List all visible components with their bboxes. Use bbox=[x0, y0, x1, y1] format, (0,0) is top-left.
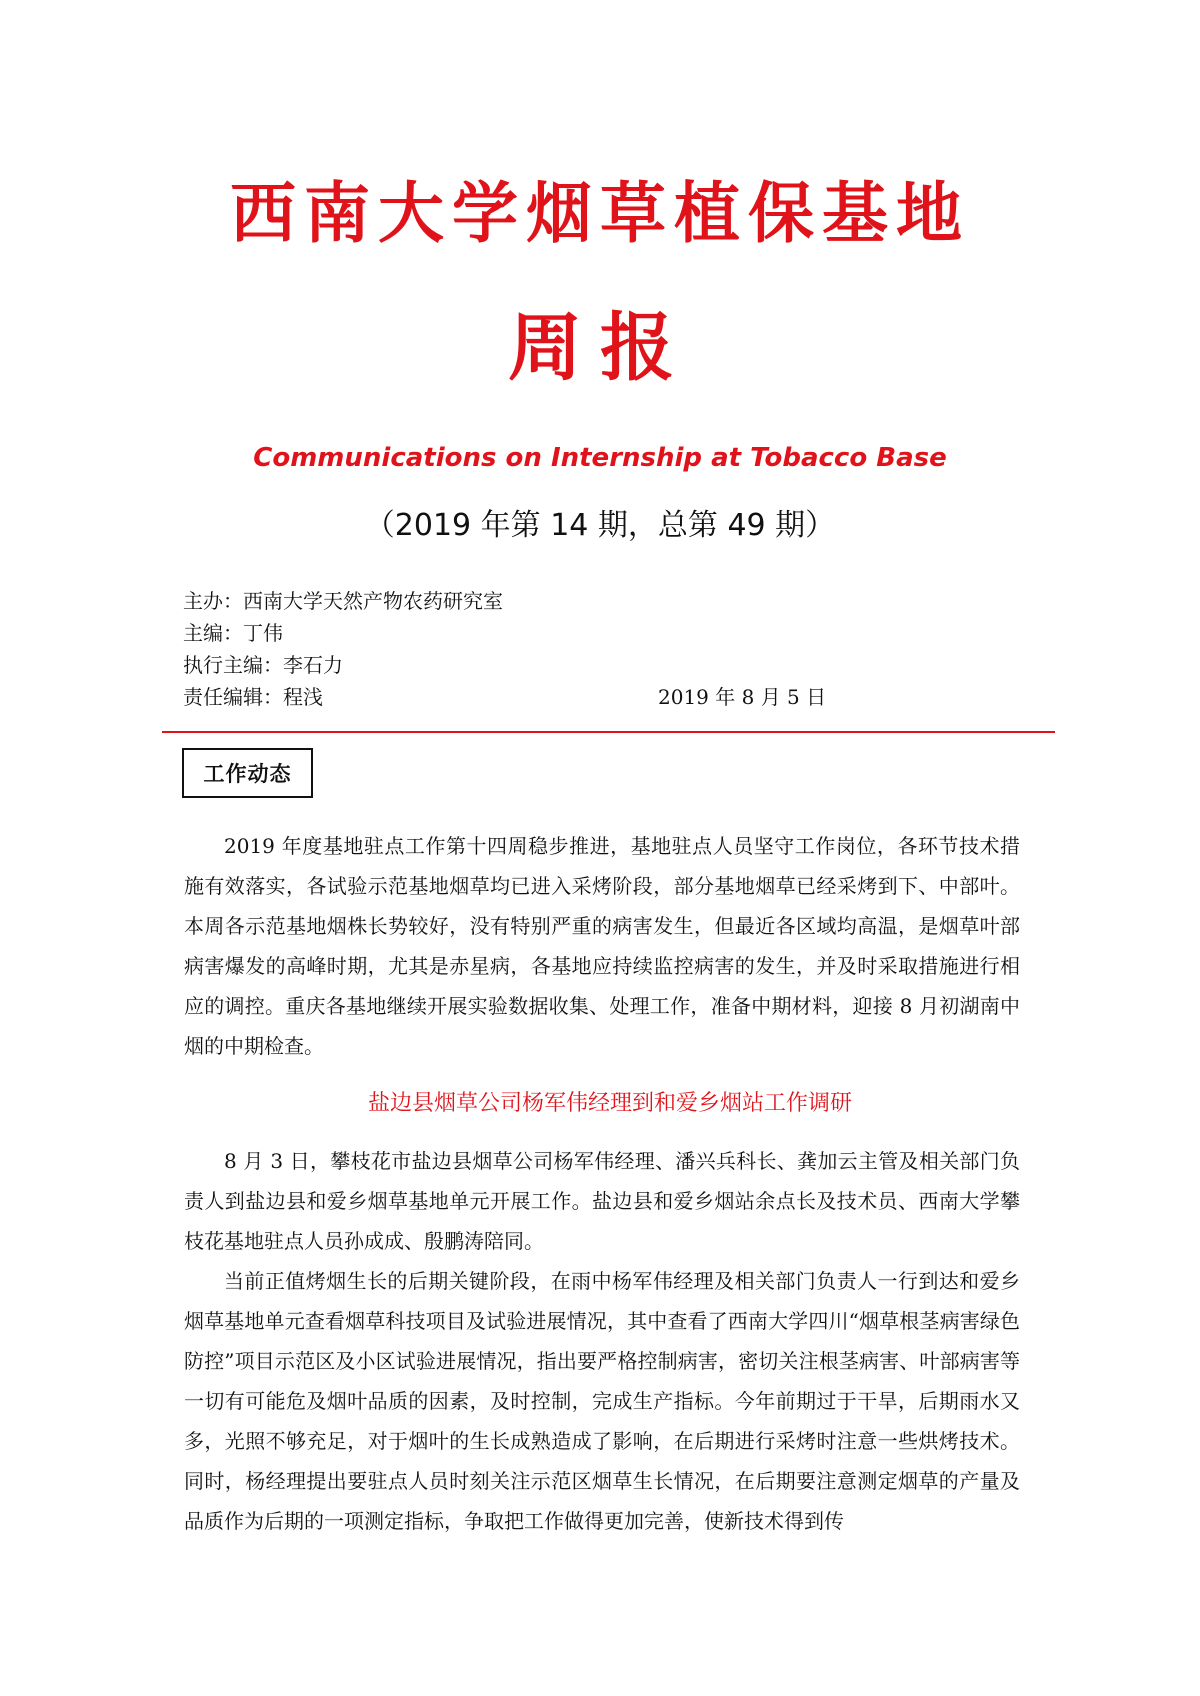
sponsor-line: 主办：西南大学天然产物农药研究室 bbox=[183, 589, 503, 613]
article-paragraph-2: 当前正值烤烟生长的后期关键阶段，在雨中杨军伟经理及相关部门负责人一行到达和爱乡烟草基地单元查看烟草科技项目及试验进展情况，其中查看了西南大学四川“烟草根茎病害绿色防控”项目示范区及小区试验进展情况，指出要严格控制病害，密切关注根茎病害、叶部病害等一切有可能危及烟叶品质的因素，及时控制，完成生产指标。今年前期过于干旱，后期雨水又多，光照不够充足，对于烟叶的生长成熟造成了影响，在后期进行采烤时注意一些烘烤技术。同时，杨经理提出要驻点人员时刻关注示范区烟草生长情况，在后期要注意测定烟草的产量及品质作为后期的一项测定指标，争取把工作做得更加完善，使新技术得到传 bbox=[184, 1269, 1020, 1533]
header-divider bbox=[162, 731, 1055, 733]
article-headline: 盐边县烟草公司杨军伟经理到和爱乡烟站工作调研 bbox=[367, 1091, 852, 1116]
article-paragraph-1: 8 月 3 日，攀枝花市盐边县烟草公司杨军伟经理、潘兴兵科长、龚加云主管及相关部门负责人到盐边县和爱乡烟草基地单元开展工作。盐边县和爱乡烟站余点长及技术员、西南大学攀枝花基地驻点人员孙成成、殷鹏涛陪同。 bbox=[184, 1149, 1020, 1253]
section-label-work-news: 工作动态 bbox=[182, 748, 313, 798]
newsletter-subtitle: 周报 bbox=[508, 305, 692, 391]
newsletter-title: 西南大学烟草植保基地 bbox=[230, 174, 970, 252]
issue-number: （2019 年第 14 期，总第 49 期） bbox=[364, 508, 836, 543]
chief-editor-line: 主编：丁伟 bbox=[183, 621, 283, 645]
executive-editor-line: 执行主编：李石力 bbox=[183, 653, 343, 677]
responsible-editor-line: 责任编辑：程浅 bbox=[183, 685, 323, 709]
english-title: Communications on Internship at Tobacco Base bbox=[253, 443, 947, 473]
publication-date: 2019 年 8 月 5 日 bbox=[658, 685, 827, 709]
intro-paragraph: 2019 年度基地驻点工作第十四周稳步推进，基地驻点人员坚守工作岗位，各环节技术措施有效落实，各试验示范基地烟草均已进入采烤阶段，部分基地烟草已经采烤到下、中部叶。本周各示范基地烟株长势较好，没有特别严重的病害发生，但最近各区域均高温，是烟草叶部病害爆发的高峰时期，尤其是赤星病，各基地应持续监控病害的发生，并及时采取措施进行相应的调控。重庆各基地继续开展实验数据收集、处理工作，准备中期材料，迎接 8 月初湖南中烟的中期检查。 bbox=[184, 834, 1020, 1058]
